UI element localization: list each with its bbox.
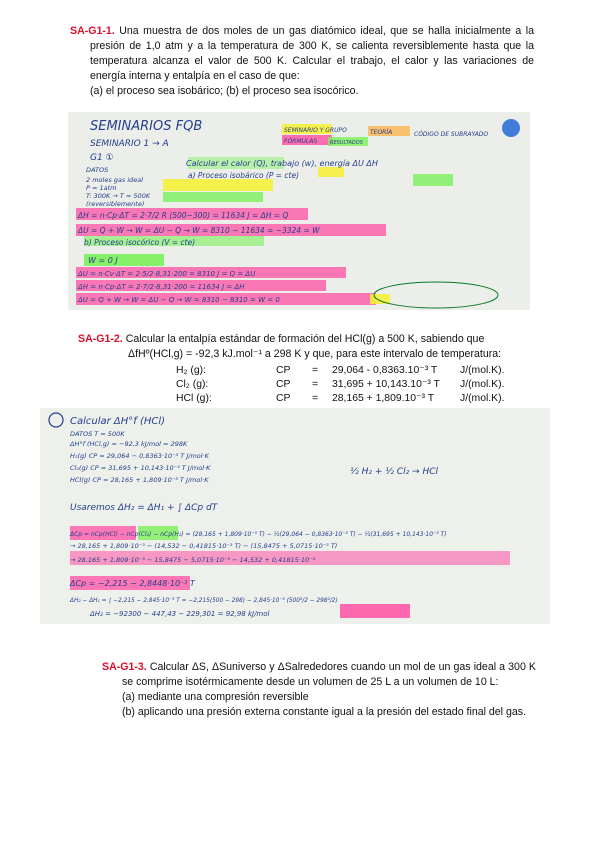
problem-2-statement: Calcular la entalpía estándar de formación del HCl(g) a 500 K, sabiendo que <box>125 333 485 345</box>
problem-3-code: SA-G1-3. <box>102 661 147 673</box>
cp-unit: J/(mol.K). <box>460 365 505 376</box>
photo1-eq-2: ΔU = Q + W → W = ΔU − Q → W = 8310 − 11634 = −3324 = W <box>78 226 320 235</box>
photo1-process-a: a) Proceso isobárico (P = cte) <box>188 171 300 180</box>
photo2-data-4: Cl₂(g) CP = 31,695 + 10,143·10⁻³ T J/mol·K <box>70 464 211 472</box>
equals-sign: = <box>312 393 319 404</box>
photo2-data-3: H₂(g) CP = 29,064 − 0,8363·10⁻³ T J/mol·K <box>70 452 209 460</box>
problem-3-statement: Calcular ΔS, ΔSuniverso y ΔSalrededores cuando un mol de un gas ideal a 300 K se comprime isotérmicamente desde un volumen de 25 L a un volumen de 10 L: <box>122 661 536 688</box>
problem-2-condition: ΔfHº(HCl,g) = -92,3 kJ.mol⁻¹ a 298 K y que, para este intervalo de temperatura: <box>128 348 502 360</box>
handwritten-solution-2-photo <box>40 408 550 624</box>
photo2-data-1: DATOS T = 500K <box>70 430 125 438</box>
species-label: Cl₂ (g): <box>176 379 209 390</box>
photo2-heading: Calcular ΔH°f (HCl) <box>70 416 166 427</box>
photo1-process-b: b) Proceso isocórico (V = cte) <box>84 238 196 247</box>
problem-2 <box>78 332 530 362</box>
photo1-item: G1 ① <box>90 153 114 163</box>
cp-expression: 28,165 + 1,809.10⁻³ T <box>332 393 435 404</box>
table-row <box>176 378 504 392</box>
photo1-tag-formulas: FÓRMULAS <box>284 138 318 145</box>
photo1-data-line-3: T: 300K → T = 500K <box>86 192 151 200</box>
photo1-data-label: DATOS <box>86 166 109 174</box>
photo2-line-5: ΔH₂ − ΔH₁ = ∫ −2,215 − 2,845·10⁻³ T = −2,215(500 − 298) − 2,845·10⁻³ (500²/2 − 298²/2) <box>70 598 338 604</box>
equals-sign: = <box>312 365 319 376</box>
photo1-tag-seminario: SEMINARIO Y GRUPO <box>284 127 347 134</box>
photo2-line-6: ΔH₂ = −92300 − 447,43 − 229,301 = 92,98 kJ/mol <box>90 610 270 618</box>
photo1-tag-codigo: CÓDIGO DE SUBRAYADO <box>414 131 489 138</box>
photo1-eq-1: ΔH = n·Cp·ΔT = 2·7/2 R (500−300) = 11634 J = ΔH = Q <box>78 211 289 220</box>
problem-1 <box>70 24 535 99</box>
photo1-tag-teoria: TEORÍA <box>370 129 393 136</box>
photo1-eq-5: ΔH = n·Cp·ΔT = 2·7/2·8,31·200 = 11634 J = ΔH <box>78 283 245 291</box>
photo2-data-2: ΔH°f (HCl,g) = −92,3 kJ/mol = 298K <box>70 440 188 448</box>
photo1-data-line-1: 2 moles gas ideal <box>86 176 144 184</box>
cp-symbol: CP <box>276 379 291 390</box>
photo2-data-5: HCl(g) CP = 28,165 + 1,809·10⁻³ T J/mol·K <box>70 476 209 484</box>
problem-1-statement: Una muestra de dos moles de un gas diatómico ideal, que se halla inicialmente a la presión de 1,0 atm y a la temperatura de 300 K, se calienta reversiblemente hasta que la temperatura alcanza el valor de 500 K. Calcular el trabajo, el calor y las variaciones de energía interna y entalpía en el caso de que: <box>90 25 535 82</box>
problem-3 <box>102 660 536 720</box>
table-row <box>176 364 504 378</box>
cp-unit: J/(mol.K). <box>460 379 505 390</box>
list-item: (b) aplicando una presión externa constante igual a la presión del estado final del gas. <box>122 706 527 718</box>
photo1-data-line-2: P = 1atm <box>86 184 117 192</box>
photo1-eq-4: ΔU = n·Cv·ΔT = 2·5/2·8,31·200 = 8310 J = Q = ΔU <box>78 270 256 278</box>
photo1-data-line-4: (reversiblemente) <box>86 200 145 208</box>
cp-unit: J/(mol.K). <box>460 393 505 404</box>
photo1-eq-6: ΔU = Q + W → W = ΔU − Q → W = 8310 − 8310 = W = 0 <box>78 296 280 304</box>
list-item: (a) mediante una compresión reversible <box>122 691 309 703</box>
heat-capacity-table <box>176 364 504 406</box>
photo2-line-3: → 28,165 + 1,809·10⁻³ − 15,8475 − 5,0715·10⁻³ − 14,532 + 0,41815·10⁻³ <box>70 556 316 564</box>
photo2-line-4: ΔCp = −2,215 − 2,8448·10⁻³ T <box>70 579 195 588</box>
cp-symbol: CP <box>276 393 291 404</box>
photo2-reaction: ½ H₂ + ½ Cl₂ → HCl <box>350 467 439 477</box>
problem-3-options <box>122 690 536 720</box>
table-row <box>176 392 504 406</box>
photo1-heading: Calcular el calor (Q), trabajo (w), energía ΔU ΔH <box>186 159 378 168</box>
species-label: H₂ (g): <box>176 365 207 376</box>
problem-1-code: SA-G1-1. <box>70 25 115 37</box>
cp-symbol: CP <box>276 365 291 376</box>
species-label: HCl (g): <box>176 393 212 404</box>
equals-sign: = <box>312 379 319 390</box>
handwritten-solution-1-photo <box>68 112 530 310</box>
photo1-title: SEMINARIOS FQB <box>90 119 203 134</box>
photo2-line-2: → 28,165 + 1,809·10⁻³ − (14,532 − 0,41815·10⁻³ T) − (15,8475 + 5,0715·10⁻³ T) <box>70 542 338 550</box>
photo2-kirchhoff: Usaremos ΔH₂ = ΔH₁ + ∫ ΔCp dT <box>70 503 218 513</box>
photo1-subtitle: SEMINARIO 1 → A <box>90 139 169 149</box>
photo1-tag-resultados: RESULTADOS <box>330 140 363 146</box>
photo1-eq-3: W = 0 J <box>88 256 118 265</box>
cp-expression: 29,064 - 0,8363.10⁻³ T <box>332 365 438 376</box>
photo2-line-1: ΔCp = nCp(HCl) − nCp(Cl₂) − nCp(H₂) = (28,165 + 1,809·10⁻³ T) − ½(29,064 − 0,8363·10⁻³ T) − ½(31,695 + 10,143·10⁻³ T) <box>70 531 447 538</box>
problem-2-code: SA-G1-2. <box>78 333 123 345</box>
cp-expression: 31,695 + 10,143.10⁻³ T <box>332 379 440 390</box>
problem-1-cases: (a) el proceso sea isobárico; (b) el proceso sea isocórico. <box>90 85 359 97</box>
